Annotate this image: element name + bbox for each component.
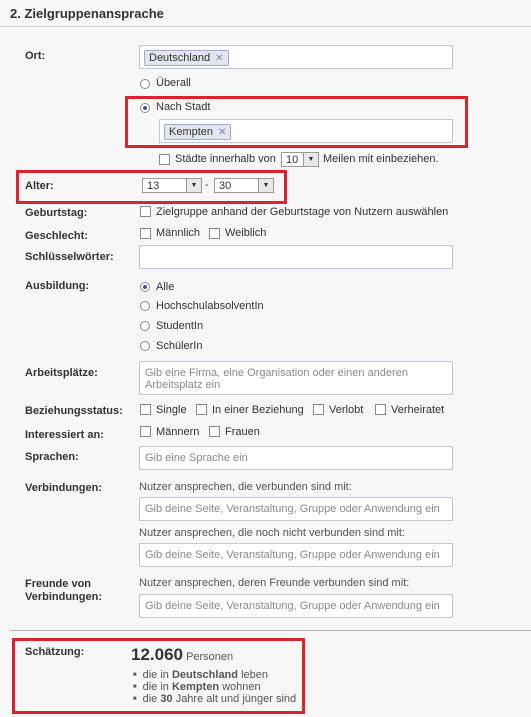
- sprachen-label: Sprachen:: [25, 451, 79, 463]
- female-label: Weiblich: [225, 227, 267, 239]
- token-kempten: Kempten ✕: [164, 124, 231, 140]
- city-token-input[interactable]: [159, 119, 453, 143]
- not-connected-desc: Nutzer ansprechen, die noch nicht verbunden sind mit:: [139, 527, 405, 539]
- geburtstag-label: Geburtstag:: [25, 207, 88, 219]
- relationship-label: In einer Beziehung: [212, 404, 304, 416]
- edu-all-label: Alle: [156, 281, 175, 293]
- relationship-checkbox[interactable]: [196, 404, 207, 415]
- remove-city-token-icon[interactable]: ✕: [218, 126, 227, 138]
- interest-men-checkbox[interactable]: [140, 426, 151, 437]
- radio-everywhere-label: Überall: [156, 77, 191, 89]
- engaged-checkbox[interactable]: [313, 404, 324, 415]
- age-from-select[interactable]: 13 ▼: [142, 178, 202, 193]
- workplace-input[interactable]: Gib eine Firma, eine Organisation oder einen anderen Arbeitsplatz ein: [139, 361, 453, 395]
- married-checkbox[interactable]: [375, 404, 386, 415]
- radio-edu-pupil[interactable]: [140, 341, 150, 351]
- radio-edu-all[interactable]: [140, 282, 150, 292]
- arbeitsplaetze-label: Arbeitsplätze:: [25, 367, 98, 379]
- single-checkbox[interactable]: [140, 404, 151, 415]
- chevron-down-icon: ▼: [186, 179, 201, 192]
- freunde-label-line1: Freunde von: [25, 578, 92, 590]
- ausbildung-label: Ausbildung:: [25, 280, 90, 292]
- list-item: ■ die in Deutschland leben: [133, 669, 296, 681]
- age-separator: -: [205, 179, 209, 191]
- edu-graduate-label: HochschulabsolventIn: [156, 300, 264, 312]
- list-item: ■ die 30 Jahre alt und jünger sind: [133, 693, 296, 705]
- radio-edu-graduate[interactable]: [140, 301, 150, 311]
- freunde-label-line2: Verbindungen:: [25, 591, 102, 603]
- title-divider: [0, 26, 531, 27]
- birthday-option-label: Zielgruppe anhand der Geburtstage von Nutzern auswählen: [156, 206, 449, 218]
- age-to-select[interactable]: 30 ▼: [214, 178, 274, 193]
- chevron-down-icon: ▼: [258, 179, 273, 192]
- friends-input[interactable]: Gib deine Seite, Veranstaltung, Gruppe oder Anwendung ein: [139, 594, 453, 618]
- interest-men-label: Männern: [156, 426, 200, 438]
- estimate-count: 12.060 Personen: [131, 645, 234, 664]
- male-label: Männlich: [156, 227, 201, 239]
- radio-city-label: Nach Stadt: [156, 101, 211, 113]
- keywords-label: Schlüsselwörter:: [25, 251, 114, 263]
- ort-label: Ort:: [25, 50, 46, 62]
- beziehung-label: Beziehungsstatus:: [25, 405, 123, 417]
- not-connected-input[interactable]: Gib deine Seite, Veranstaltung, Gruppe oder Anwendung ein: [139, 543, 453, 567]
- married-label: Verheiratet: [391, 404, 445, 416]
- within-suffix: Meilen mit einbeziehen.: [323, 153, 439, 165]
- connected-input[interactable]: Gib deine Seite, Veranstaltung, Gruppe oder Anwendung ein: [139, 497, 453, 521]
- single-label: Single: [156, 404, 187, 416]
- section-divider: [10, 630, 531, 631]
- estimate-details: [133, 669, 296, 705]
- keywords-input[interactable]: [139, 245, 453, 269]
- interessiert-label: Interessiert an:: [25, 429, 104, 441]
- connected-desc: Nutzer ansprechen, die verbunden sind mit:: [139, 481, 352, 493]
- engaged-label: Verlobt: [329, 404, 364, 416]
- interest-women-checkbox[interactable]: [209, 426, 220, 437]
- token-deutschland: Deutschland ✕: [144, 50, 229, 66]
- within-miles-select[interactable]: 10 ▼: [281, 152, 319, 167]
- female-checkbox[interactable]: [209, 228, 220, 239]
- edu-pupil-label: SchülerIn: [156, 340, 203, 352]
- friends-desc: Nutzer ansprechen, deren Freunde verbunden sind mit:: [139, 577, 410, 589]
- radio-edu-student[interactable]: [140, 321, 150, 331]
- alter-label: Alter:: [25, 180, 54, 192]
- birthday-checkbox[interactable]: [140, 206, 151, 217]
- geschlecht-label: Geschlecht:: [25, 230, 88, 242]
- radio-city[interactable]: [140, 103, 150, 113]
- male-checkbox[interactable]: [140, 228, 151, 239]
- within-checkbox[interactable]: [159, 154, 170, 165]
- remove-token-icon[interactable]: ✕: [215, 52, 224, 64]
- verbindungen-label: Verbindungen:: [25, 482, 102, 494]
- list-item: ■ die in Kempten wohnen: [133, 681, 296, 693]
- radio-everywhere[interactable]: [140, 79, 150, 89]
- interest-women-label: Frauen: [225, 426, 260, 438]
- edu-student-label: StudentIn: [156, 320, 204, 332]
- chevron-down-icon: ▼: [303, 153, 318, 166]
- schaetzung-label: Schätzung:: [25, 646, 85, 658]
- ort-token-input[interactable]: [139, 45, 453, 69]
- within-prefix: Städte innerhalb von: [175, 153, 276, 165]
- language-input[interactable]: Gib eine Sprache ein: [139, 446, 453, 470]
- section-title: 2. Zielgruppenansprache: [10, 6, 164, 21]
